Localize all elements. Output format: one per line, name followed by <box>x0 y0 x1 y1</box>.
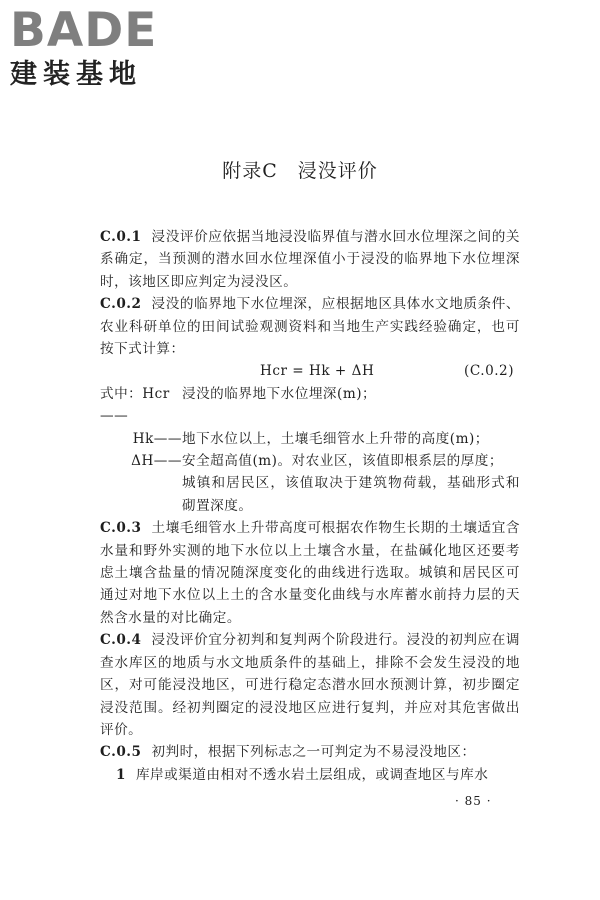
clause-c03 <box>100 517 520 629</box>
definition-text: 安全超高值(m)。对农业区，该值即根系层的厚度； <box>182 453 503 470</box>
clause-number: C.0.3 <box>100 520 142 537</box>
clause-c04 <box>100 629 520 741</box>
clause-number: C.0.4 <box>100 632 142 649</box>
definition-symbol: Hk—— <box>132 430 182 447</box>
formula-number: (C.0.2) <box>464 363 514 380</box>
logo-brand-text: BADE <box>10 3 158 58</box>
item-text: 库岸或渠道由相对不透水岩土层组成，或调查地区与库水 <box>135 766 489 783</box>
appendix-title: 附录C 浸没评价 <box>222 160 378 182</box>
clause-text: 浸没的临界地下水位埋深，应根据地区具体水文地质条件、农业科研单位的田间试验观测资料和当地生产实践经验确定，也可按下式计算： <box>100 296 520 358</box>
clause-number: C.0.5 <box>100 744 142 761</box>
definition-text: 浸没的临界地下水位埋深(m)； <box>182 385 377 402</box>
formula <box>100 360 520 382</box>
clause-text: 浸没评价应依据当地浸没临界值与潜水回水位埋深之间的关系确定，当预测的潜水回水位埋深值小于浸没的临界地下水位埋深时，该地区即应判定为浸没区。 <box>100 229 520 290</box>
definition-symbol: ΔH—— <box>131 453 182 470</box>
clause-c05 <box>100 741 520 763</box>
formula-expression: Hcr = Hk + ΔH <box>260 363 375 380</box>
clause-text: 浸没评价宜分初判和复判两个阶段进行。浸没的初判应在调查水库区的地质与水文地质条件的基础上，排除不会发生浸没的地区，对可能浸没地区，可进行稳定态潜水回水预测计算，初步圈定浸没范围。经初判圈定的浸没地区应进行复判，并应对其危害做出评价。 <box>100 632 520 738</box>
list-item-1 <box>100 764 520 786</box>
clause-c02 <box>100 293 520 360</box>
definition-continuation: 城镇和居民区，该值取决于建筑物荷载，基础形式和砌置深度。 <box>182 475 520 514</box>
definition-row <box>100 450 520 472</box>
page-number: · 85 · <box>455 794 492 808</box>
clause-number: C.0.1 <box>100 229 142 245</box>
clause-text: 土壤毛细管水上升带高度可根据农作物生长期的土壤适宜含水量和野外实测的地下水位以上土壤含水量，在盐碱化地区还要考虑土壤含盐量的情况随深度变化的曲线进行选取。城镇和居民区可通过对地下水位以上土的含水量变化曲线与水库蓄水前持力层的天然含水量的对比确定。 <box>100 520 520 626</box>
item-number: 1 <box>116 766 126 783</box>
clause-c01 <box>100 226 520 293</box>
definition-row <box>100 383 520 428</box>
definition-symbol: 式中：Hcr—— <box>100 385 170 425</box>
definition-row <box>100 428 520 450</box>
clause-text: 初判时，根据下列标志之一可判定为不易浸没地区： <box>151 744 476 761</box>
document-body <box>100 226 520 786</box>
clause-number: C.0.2 <box>100 296 142 313</box>
logo-subtitle: 建装基地 <box>10 59 142 90</box>
brand-logo <box>10 3 190 98</box>
definition-text: 地下水位以上，土壤毛细管水上升带的高度(m)； <box>182 430 489 447</box>
